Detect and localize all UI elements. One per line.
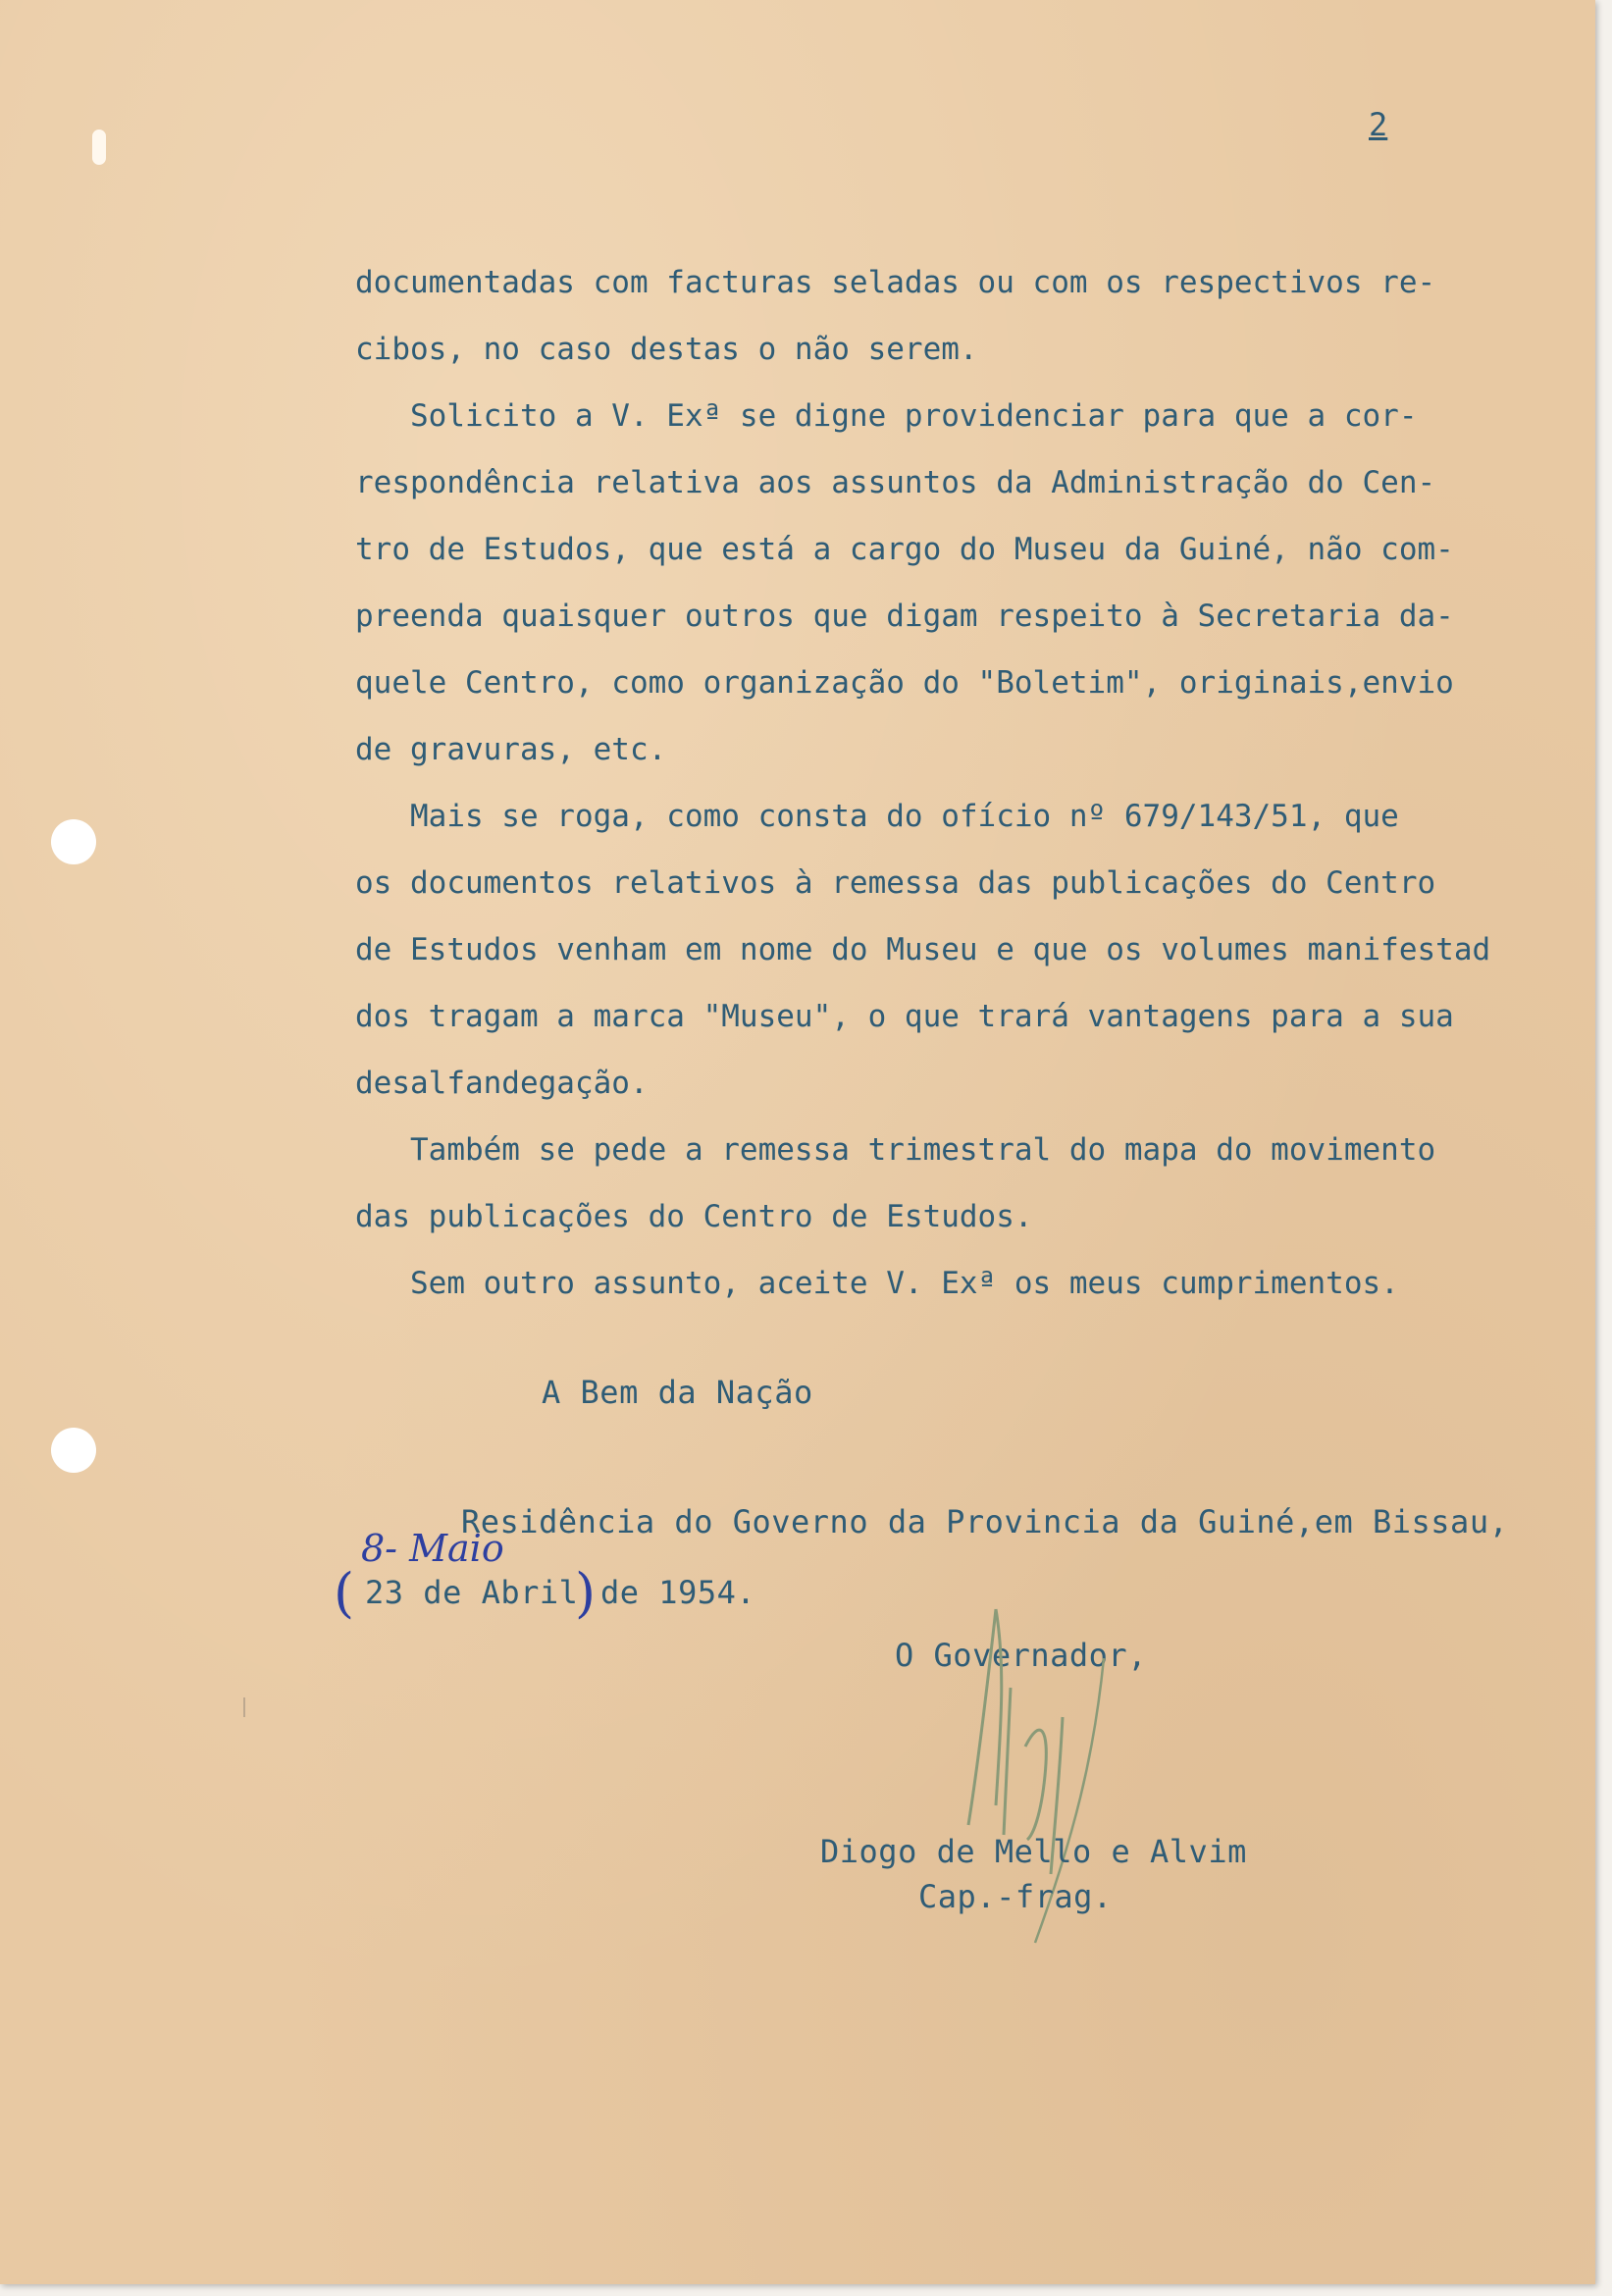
- body-line: cibos, no caso destas o não serem.: [355, 332, 978, 367]
- body-line: respondência relativa aos assuntos da Administração do Cen-: [355, 465, 1436, 500]
- body-line: Sem outro assunto, aceite V. Exª os meus cumprimentos.: [355, 1266, 1399, 1301]
- punch-hole-upper: [51, 819, 96, 864]
- body-line: desalfandegação.: [355, 1066, 649, 1101]
- handwritten-open-paren: (: [334, 1562, 355, 1624]
- body-line: Também se pede a remessa trimestral do mapa do movimento: [355, 1132, 1436, 1168]
- body-line: documentadas com facturas seladas ou com os respectivos re-: [355, 265, 1436, 300]
- signatory-rank: Cap.-frag.: [918, 1878, 1113, 1915]
- signatory-name: Diogo de Mello e Alvim: [820, 1833, 1247, 1870]
- governor-title: O Governador,: [895, 1637, 1147, 1674]
- handwritten-close-paren: ): [575, 1562, 597, 1624]
- body-line: tro de Estudos, que está a cargo do Museu da Guiné, não com-: [355, 532, 1454, 567]
- handwritten-date-correction: 8- Maio: [361, 1527, 504, 1570]
- faint-paper-mark: [243, 1697, 255, 1717]
- body-line: Solicito a V. Exª se digne providenciar para que a cor-: [355, 398, 1418, 434]
- body-line: preenda quaisquer outros que digam respeito à Secretaria da-: [355, 599, 1454, 634]
- body-line: de Estudos venham em nome do Museu e que os volumes manifestad: [355, 932, 1491, 967]
- body-line: Mais se roga, como consta do ofício nº 679/143/51, que: [355, 799, 1399, 834]
- date-day-month: 23 de Abril: [365, 1574, 579, 1611]
- body-line: quele Centro, como organização do "Boletim", originais,envio: [355, 665, 1454, 701]
- date-year: de 1954.: [600, 1574, 756, 1611]
- body-line: de gravuras, etc.: [355, 732, 667, 767]
- body-line: os documentos relativos à remessa das publicações do Centro: [355, 865, 1436, 901]
- body-line: dos tragam a marca "Museu", o que trará vantagens para a sua: [355, 999, 1454, 1034]
- closing-salutation: A Bem da Nação: [542, 1374, 813, 1411]
- page-number: 2: [1369, 106, 1388, 143]
- punch-hole-lower: [51, 1428, 96, 1473]
- place-line: Residência do Governo da Provincia da Guiné,em Bissau,: [461, 1503, 1509, 1540]
- letter-body: [355, 249, 1562, 1317]
- paper-tear-mark: [92, 130, 106, 165]
- body-line: das publicações do Centro de Estudos.: [355, 1199, 1033, 1234]
